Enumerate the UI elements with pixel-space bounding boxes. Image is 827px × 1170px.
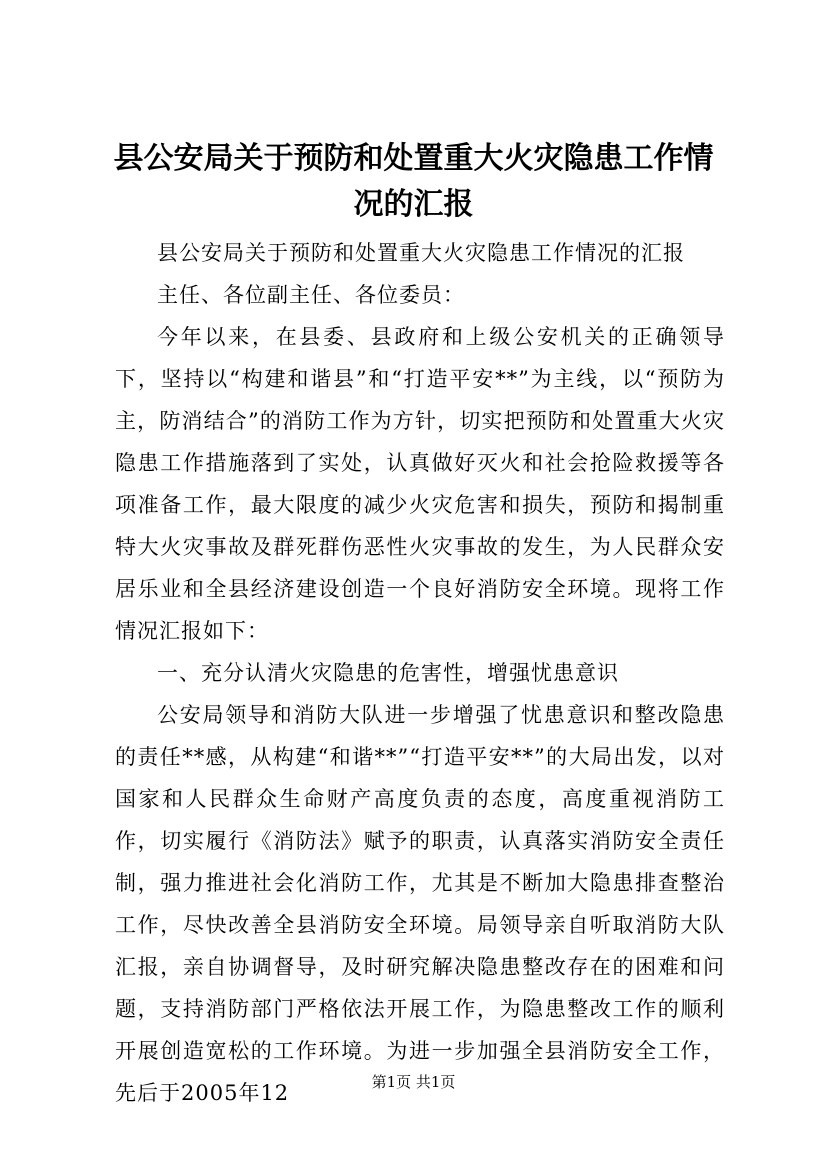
salutation-paragraph: 主任、各位副主任、各位委员： — [157, 283, 465, 307]
page-footer: 第1页 共1页 — [371, 1073, 456, 1091]
intro-paragraph: 今年以来，在县委、县政府和上级公安机关的正确领导下，坚持以“构建和谐县”和“打造平安**”为主线，以“预防为主，防消结合”的消防工作为方针，切实把预防和处置重大火灾隐患工作措施落到了实处，认真做好灭火和社会抢险救援等各项准备工作，最大限度的减少火灾危害和损失，预防和揭制重特大火灾事故及群死群伤恶性火灾事故的发生，为人民群众安居乐业和全县经济建设创造一个良好消防安全环境。现将工作情况汇报如下： — [115, 325, 725, 643]
document-title: 县公安局关于预防和处置重大火灾隐患工作情况的汇报 — [113, 141, 714, 222]
subtitle-paragraph: 县公安局关于预防和处置重大火灾隐患工作情况的汇报 — [157, 241, 685, 265]
section-heading: 一、充分认清火灾隐患的危害性，增强忧患意识 — [157, 661, 619, 685]
document-body — [115, 232, 725, 1114]
section-paragraph: 公安局领导和消防大队进一步增强了忧患意识和整改隐患的责任**感，从构建“和谐**”“打造平安**”的大局出发，以对国家和人民群众生命财产高度负责的态度，高度重视消防工作，切实履行《消防法》赋予的职责，认真落实消防安全责任制，强力推进社会化消防工作，尤其是不断加大隐患排查整治工作，尽快改善全县消防安全环境。局领导亲自听取消防大队汇报，亲自协调督导，及时研究解决隐患整改存在的困难和问题，支持消防部门严格依法开展工作，为隐患整改工作的顺利开展创造宽松的工作环境。为进一步加强全县消防安全工作，先后于2005年12 — [115, 703, 725, 1105]
